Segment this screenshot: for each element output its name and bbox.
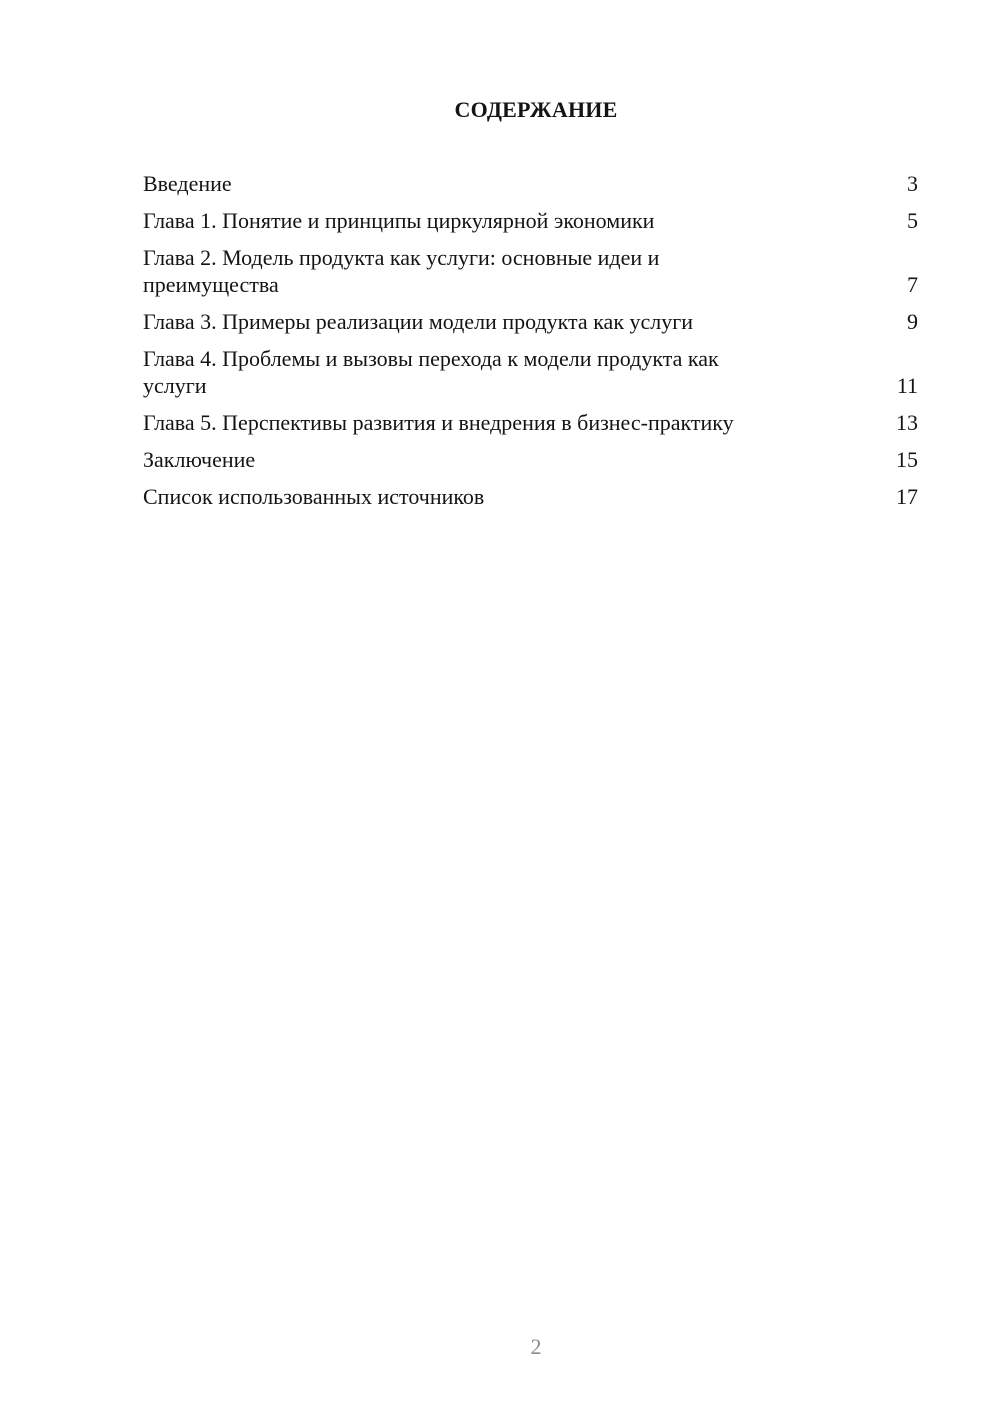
toc-entry-chapter-4 [143, 345, 918, 399]
toc-entry-chapter-5 [143, 409, 918, 436]
toc-entry-page: 11 [896, 373, 918, 398]
toc-entry-chapter-1 [143, 207, 918, 234]
toc-entry-page: 17 [896, 484, 918, 509]
toc-entry-page: 5 [907, 208, 918, 233]
toc-entry-text: Глава 5. Перспективы развития и внедрения в бизнес-практику [143, 410, 734, 435]
toc-entry-chapter-3 [143, 308, 918, 335]
toc-entry-text: Глава 2. Модель продукта как услуги: основные идеи и преимущества [143, 245, 660, 297]
toc-entry-introduction [143, 170, 918, 197]
toc-entry-references [143, 483, 918, 510]
toc-entry-chapter-2 [143, 244, 918, 298]
toc-entry-page: 9 [907, 309, 918, 334]
toc-entry-text: Заключение [143, 447, 256, 472]
toc-entry-text: Глава 4. Проблемы и вызовы перехода к модели продукта как услуги [143, 346, 719, 398]
toc-entry-page: 7 [907, 272, 918, 297]
toc-entry-page: 3 [907, 171, 918, 196]
toc-entry-text: Список использованных источников [143, 484, 485, 509]
toc-title: СОДЕРЖАНИЕ [454, 97, 618, 122]
toc-entry-conclusion [143, 446, 918, 473]
toc-entry-text: Глава 1. Понятие и принципы циркулярной экономики [143, 208, 655, 233]
page-number: 2 [530, 1334, 542, 1359]
toc-entry-text: Глава 3. Примеры реализации модели продукта как услуги [143, 309, 694, 334]
toc-entry-page: 15 [896, 447, 918, 472]
table-of-contents [143, 170, 918, 520]
toc-entry-text: Введение [143, 171, 232, 196]
toc-entry-page: 13 [896, 410, 918, 435]
